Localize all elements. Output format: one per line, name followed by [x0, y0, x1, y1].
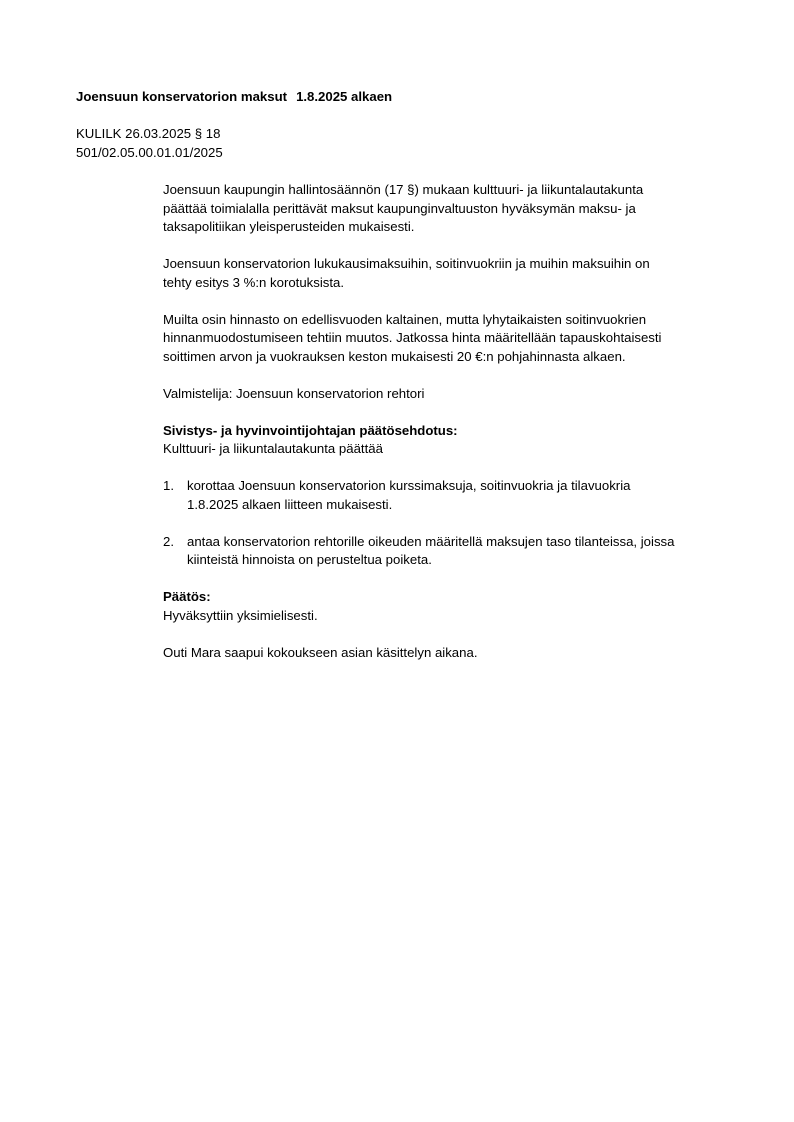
paragraph-line: Muilta osin hinnasto on edellisvuoden kaltainen, mutta lyhytaikaisten soitinvuokrien: [163, 311, 647, 327]
paragraph-pricing-change: [163, 311, 738, 367]
note-text: Outi Mara saapui kokoukseen asian käsittelyn aikana.: [163, 644, 478, 660]
record-number: 501/02.05.00.01.01/2025: [76, 144, 223, 160]
decision-section: [163, 588, 738, 625]
paragraph-line: soittimen arvon ja vuokrauksen keston mukaisesti 20 €:n pohjahinnasta alkaen.: [163, 348, 626, 364]
attendance-note: [163, 644, 738, 663]
proposal-item-line: 1.8.2025 alkaen liitteen mukaisesti.: [187, 496, 393, 512]
decision-text: Hyväksyttiin yksimielisesti.: [163, 607, 318, 623]
meeting-reference: KULILK 26.03.2025 § 18: [76, 126, 221, 141]
proposal-item-number: 2.: [163, 533, 174, 549]
title-date: 1.8.2025 alkaen: [296, 89, 393, 104]
paragraph-line: Joensuun kaupungin hallintosäännön (17 §) mukaan kulttuuri- ja liikuntalautakunta: [163, 182, 644, 197]
paragraph-increase: [163, 255, 738, 292]
proposal-item: [163, 477, 738, 514]
paragraph-line: päättää toimialalla perittävät maksut kaupunginvaltuuston hyväksymän maksu- ja: [163, 200, 636, 216]
proposal-section: [163, 422, 738, 459]
paragraph-line: taksapolitiikan yleisperusteiden mukaisesti.: [163, 219, 415, 234]
proposal-item-line: kiinteistä hinnoista on perusteltua poiketa.: [187, 552, 432, 567]
proposal-list: [163, 477, 738, 570]
decision-heading: Päätös:: [163, 589, 211, 604]
document-title: [76, 88, 392, 107]
paragraph-line: hinnanmuodostumiseen tehtiin muutos. Jatkossa hinta määritellään tapauskohtaisesti: [163, 330, 662, 345]
proposal-intro: Kulttuuri- ja liikuntalautakunta päättää: [163, 441, 383, 456]
title-text: Joensuun konservatorion maksut: [76, 89, 288, 104]
preparer-line: Valmistelija: Joensuun konservatorion rehtori: [163, 385, 425, 401]
proposal-item-line: antaa konservatorion rehtorille oikeuden määritellä maksujen taso tilanteissa, joissa: [187, 533, 675, 549]
paragraph-preparer: [163, 385, 738, 404]
paragraph-line: tehty esitys 3 %:n korotuksista.: [163, 274, 345, 290]
proposal-item-line: korottaa Joensuun konservatorion kurssimaksuja, soitinvuokria ja tilavuokria: [187, 478, 631, 493]
proposal-item: [163, 533, 738, 570]
proposal-item-number: 1.: [163, 478, 174, 493]
paragraph-regulation: [163, 181, 738, 237]
document-meta: [76, 125, 223, 162]
paragraph-line: Joensuun konservatorion lukukausimaksuihin, soitinvuokriin ja muihin maksuihin on: [163, 256, 650, 271]
proposal-heading: Sivistys- ja hyvinvointijohtajan päätösehdotus:: [163, 422, 458, 438]
document-body: [163, 181, 738, 681]
